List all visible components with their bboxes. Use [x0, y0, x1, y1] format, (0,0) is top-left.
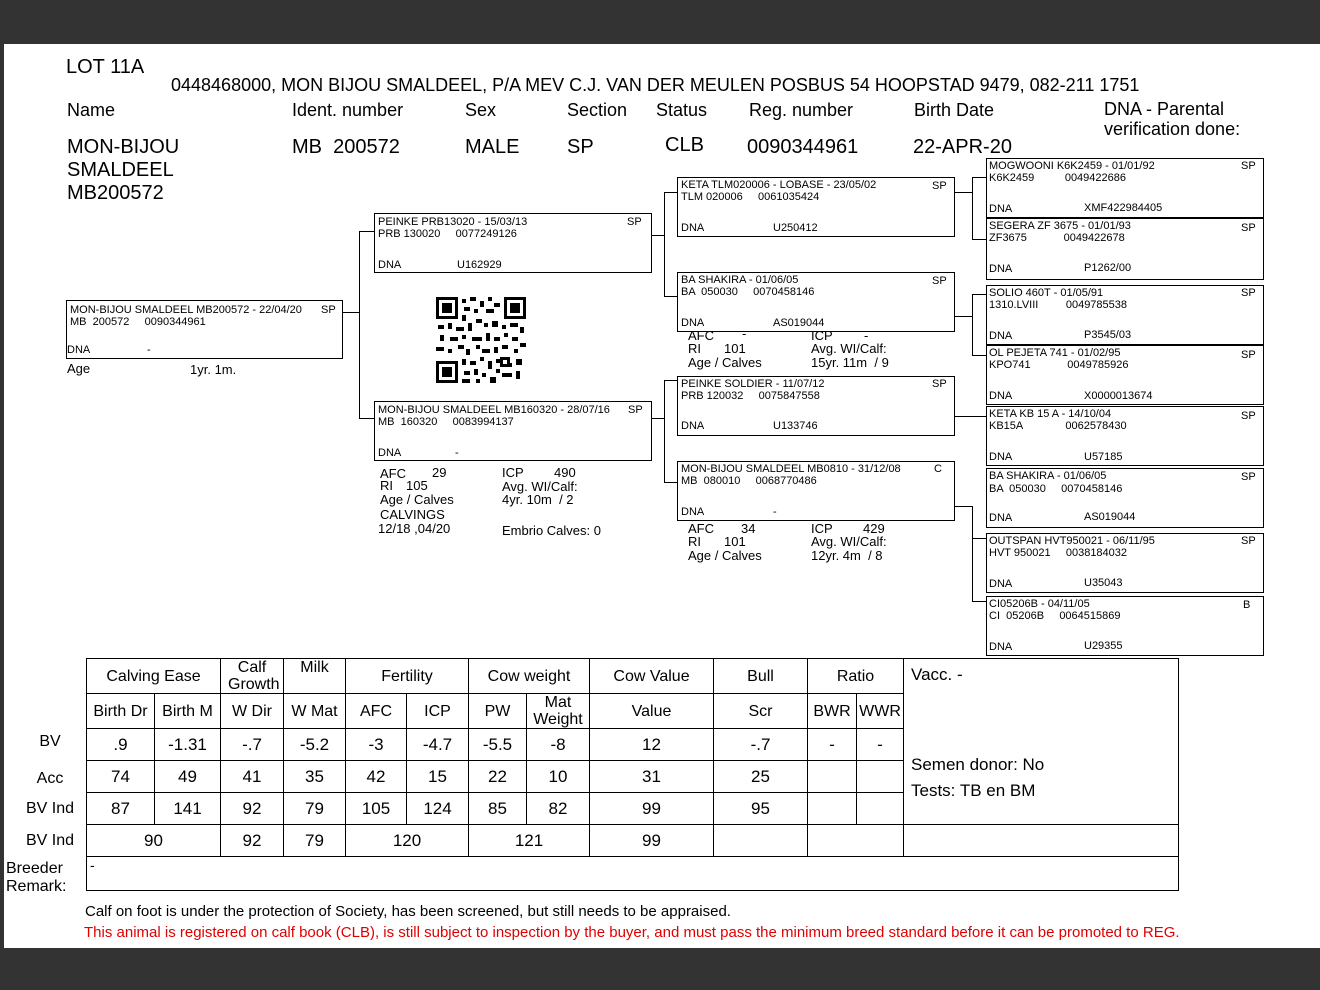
animal-status: CLB: [665, 134, 704, 156]
sire-box: PEINKE PRB13020 - 15/03/13 SP PRB 130020 0077249126 DNA U162929: [374, 213, 652, 273]
ggp-box-6: BA SHAKIRA - 01/06/05 SP BA 050030 0070458146 DNA AS019044: [986, 468, 1264, 528]
animal-ident: MB 200572: [292, 136, 400, 158]
gp-box-1: KETA TLM020006 - LOBASE - 23/05/02 SP TLM 020006 0061035424 DNA U250412: [677, 177, 955, 237]
group-milk: Milk: [284, 659, 346, 694]
ggp-box-8: CI05206B - 04/11/05 B CI 05206B 0064515869 DNA U29355: [986, 596, 1264, 656]
row-label-acc: Acc: [36, 770, 64, 787]
ggp-box-4: OL PEJETA 741 - 01/02/95 SP KPO741 0049785926 DNA X0000013674: [986, 345, 1264, 405]
group-ratio: Ratio: [808, 659, 904, 694]
header-dna1: DNA - Parental: [1104, 99, 1225, 119]
row-label-bvind-2: BV Ind: [25, 832, 75, 849]
bvind-combined-row: 90 92 79 120 121 99: [87, 825, 1179, 857]
gp-box-3: PEINKE SOLDIER - 11/07/12 SP PRB 120032 0075847558 DNA U133746: [677, 376, 955, 436]
ggp-box-7: OUTSPAN HVT950021 - 06/11/95 SP HVT 950021 0038184032 DNA U35043: [986, 533, 1264, 593]
header-section: Section: [567, 100, 628, 120]
group-fertility: Fertility: [346, 659, 469, 694]
breeder-remark-row: [87, 857, 1179, 891]
breeder-remark: -: [87, 857, 1179, 891]
header-sex: Sex: [465, 100, 497, 120]
header-birth: Birth Date: [914, 100, 995, 120]
header-ident: Ident. number: [292, 100, 404, 120]
animal-sex: MALE: [465, 136, 520, 158]
bv-row: .9 -1.31 -.7 -5.2 -3 -4.7 -5.5 -8 12 -.7 - -: [87, 729, 1179, 761]
breeder-line: 0448468000, MON BIJOU SMALDEEL, P/A MEV C.J. VAN DER MEULEN POSBUS 54 HOOPSTAD 9479, 082-211 1751: [171, 75, 1140, 95]
footer-warning: This animal is registered on calf book (CLB), is still subject to inspection by the buyer, and must pass the minimum breed standard before it can be promoted to REG.: [84, 924, 1180, 941]
subject-age: 1yr. 1m.: [190, 362, 237, 377]
subject-box: MON-BIJOU SMALDEEL MB200572 - 22/04/20 SP MB 200572 0090344961 DNA -: [66, 300, 343, 359]
group-calving-ease: Calving Ease: [87, 659, 221, 694]
group-bull: Bull: [714, 659, 808, 694]
animal-birth: 22-APR-20: [913, 136, 1012, 158]
ggp-box-2: SEGERA ZF 3675 - 01/01/93 SP ZF3675 0049422678 DNA P1262/00: [986, 218, 1264, 280]
header-name: Name: [67, 100, 116, 120]
ggp-box-1: MOGWOONI K6K2459 - 01/01/92 SP K6K2459 0049422686 DNA XMF422984405: [986, 158, 1264, 218]
header-dna2: verification done:: [1104, 119, 1241, 139]
animal-reg: 0090344961: [747, 136, 859, 158]
animal-section: SP: [567, 136, 594, 158]
bvind-row: 87 141 92 79 105 124 85 82 99 95: [87, 793, 1179, 825]
header-status: Status: [656, 100, 708, 120]
group-cow-value: Cow Value: [590, 659, 714, 694]
header-reg: Reg. number: [749, 100, 854, 120]
ggp-box-5: KETA KB 15 A - 14/10/04 SP KB15A 0062578430 DNA U57185: [986, 406, 1264, 466]
gp-box-4: MON-BIJOU SMALDEEL MB0810 - 31/12/08 C MB 080010 0068770486 DNA -: [677, 461, 955, 521]
group-calf-growth: Calf Growth: [221, 659, 284, 694]
footer-note: Calf on foot is under the protection of Society, has been screened, but still needs to be appraised.: [85, 903, 731, 920]
acc-row: 74 49 41 35 42 15 22 10 31 25: [87, 761, 1179, 793]
vacc-cell: Vacc. - Semen donor: No Tests: TB en BM: [904, 659, 1179, 825]
qr-code-icon: [436, 297, 526, 383]
lot-number: LOT 11A: [66, 56, 145, 78]
breeder-remark-label: Breeder Remark:: [6, 860, 67, 895]
group-cow-weight: Cow weight: [469, 659, 590, 694]
bv-table: Calving Ease Calf Growth Milk Fertility Cow weight Cow Value Bull Ratio Vacc. - Semen donor: No Tests: TB en BM Birth Dr Birth M W Dir W Mat AFC ICP PW Mat Weight Value Scr BWR WWR .9 -1.31 -.7 -5.2 -3 -4.7 -5.5 -8 12 -.7 - - 74 49 41 35 42 15 22 10 31 25 87 141 92 79 105 124 85 82 99 95 90 92 79 120 121 99 -: [86, 658, 1179, 891]
ggp-box-3: SOLIO 460T - 01/05/91 SP 1310.LVIII 0049785538 DNA P3545/03: [986, 285, 1264, 345]
dam-box: MON-BIJOU SMALDEEL MB160320 - 28/07/16 SP MB 160320 0083994137 DNA -: [374, 401, 652, 461]
subject-age-label: Age: [67, 361, 91, 376]
row-label-bvind: BV Ind: [25, 800, 75, 817]
pedigree-sheet: LOT 11A 0448468000, MON BIJOU SMALDEEL, P/A MEV C.J. VAN DER MEULEN POSBUS 54 HOOPSTAD 9479, 082-211 1751 Name Ident. number Sex Section Status Reg. number Birth Date DNA - Parental verification done: MON-BIJOU SMALDEEL MB200572 MB 200572 MALE SP CLB 0090344961 22-APR-20 MON-BIJOU SMALDEEL MB200572 - 22/04/20 SP MB 200572 0090344961 DNA - Age 1yr. 1m. PEINKE PRB13020 - 15/03/13 SP PRB 130020 0077249126 DNA U162929 MON-BIJOU SMALDEEL MB160320 - 28/07/16 SP MB 160320 0083994137 DNA - AFC 29 ICP 490 RI 105 Avg. WI/Calf: Age / Calves 4yr. 10m / 2 CALVINGS 12/18 ,04/20 Embrio Calves: 0 KETA TLM020006 - LOBASE - 23/05/02 SP TLM 020006 0061035424 DNA U250412 BA SHAKIRA - 01/06/05 SP BA 050030 0070458146 DNA AS019044 AFC - ICP - RI 101 Avg. WI/Calf: Age / Calves 15yr. 11m / 9 PEINKE SOLDIER - 11/07/12 SP PRB 120032 0075847558 DNA U133746 MON-BIJOU SMALDEEL MB0810 - 31/12/08 C MB 080010 0068770486 DNA - AFC 34 ICP 429 RI 101 Avg. WI/Calf: Age / Calves 12yr. 4m / 8 MOGWOONI K6K2459 - 01/01/92 SP K6K2459 0049422686 DNA XMF422984405 SEGERA ZF 3675 - 01/01/93 SP ZF3675 0049422678 DNA P1262/00 SOLIO 460T - 01/05/91 SP 1310.LVIII 0049785538 DNA P3545/03 OL PEJETA 741 - 01/02/95 SP KPO741 0049785926 DNA X0000013674 KETA KB 15 A - 14/10/04 SP KB15A 0062578430 DNA U57185 BA SHAKIRA - 01/06/05 SP BA 050030 0070458146 DNA AS019044 OUTSPAN HVT950021 - 06/11/95 SP HVT 950021 0038184032 DNA U35043 CI05206B - 04/11/05 B CI 05206B 0064515869 DNA U29355 BV Acc BV Ind BV Ind Breeder Remark: Calving Ease Calf Growth Milk Fertility Cow weight Cow Value Bull Ratio Vacc. - Semen donor: No Tests: TB en BM Birth Dr Birth M W Dir W Mat AFC ICP PW Mat Weight Value Scr BWR WWR .9 -1.31 -.7 -5.2 -3 -4.7 -5.5 -8 12 -.7 - - 74 49 41 35 42 15 22 10 31 25 87 141 92 79 105 124 85 82 99 95 90 92 79 120 121 99 - Calf on foot is under the protection of Society, has been screened, but still needs to be appraised. This animal is registered on calf book (CLB), is still subject to inspection by the buyer, and must pass the minimum breed standard before it can be promoted to REG.: [4, 44, 1320, 948]
row-label-bv: BV: [39, 733, 61, 750]
animal-name-2: SMALDEEL: [67, 159, 174, 181]
animal-name-3: MB200572: [67, 182, 164, 204]
animal-name-1: MON-BIJOU: [67, 136, 180, 158]
gp-box-2: BA SHAKIRA - 01/06/05 SP BA 050030 0070458146 DNA AS019044: [677, 272, 955, 332]
